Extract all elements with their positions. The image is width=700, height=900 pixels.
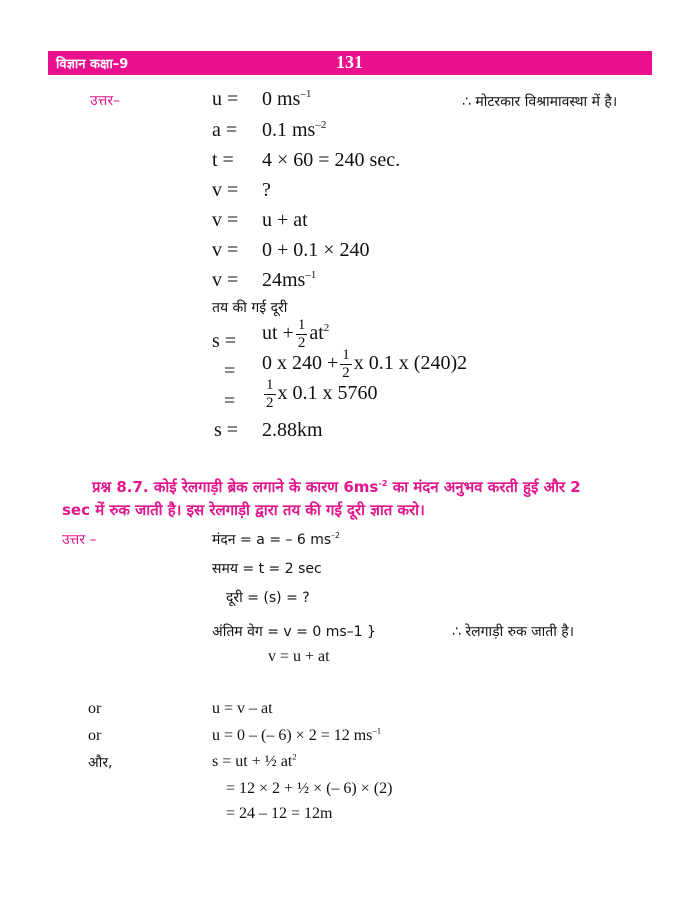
eq-sign: = bbox=[224, 360, 236, 382]
eq-row-lhs: u = bbox=[212, 88, 239, 110]
question-8-7-line2: sec में रुक जाती है। इस रेलगाड़ी द्वारा तय की गई दूरी ज्ञात करो। bbox=[62, 501, 425, 519]
antim-veg-line: अंतिम वेग = v = 0 ms–1 } bbox=[212, 624, 376, 640]
answer-label: उत्तर – bbox=[62, 532, 97, 548]
eq-row-lhs: t = bbox=[212, 149, 234, 171]
distance-heading: तय की गई दूरी bbox=[212, 300, 288, 316]
s-calc-line1: = 12 × 2 + ½ × (– 6) × (2) bbox=[226, 780, 393, 797]
mandan-line: मंदन = a = – 6 $ms^{-2}$ bbox=[212, 531, 340, 548]
u-value-line: u = 0 – (– 6) × 2 = 12 $ms^{-1}$ bbox=[212, 725, 382, 744]
eq-row-rhs: ? bbox=[262, 179, 271, 201]
answer2-note: ∴ रेलगाड़ी रुक जाती है। bbox=[452, 624, 575, 640]
u-eq-line: u = v – at bbox=[212, 700, 273, 717]
answer-note: ∴ मोटरकार विश्रामावस्था में है। bbox=[462, 94, 618, 110]
doori-line: दूरी = (s) = ? bbox=[226, 590, 310, 606]
s-step2: 0 x 240 + $\frac{1}{2}$ x 0.1 x (240)2 bbox=[262, 347, 468, 381]
eq-row-lhs: v = bbox=[212, 209, 239, 231]
eq-row-rhs: 4 × 60 = 240 sec. bbox=[262, 149, 401, 171]
aur-label: और, bbox=[88, 755, 113, 771]
s-lhs: s = bbox=[212, 330, 237, 352]
final-result: 2.88km bbox=[262, 419, 323, 441]
book-title: विज्ञान कक्षा–9 bbox=[56, 57, 129, 72]
s-calc-line2: = 24 – 12 = 12m bbox=[226, 805, 333, 822]
eq-row-lhs: v = bbox=[212, 239, 239, 261]
eq-row-rhs: 0 $ms^{-1}$ bbox=[262, 87, 312, 110]
page-number: 131 bbox=[336, 52, 363, 72]
eq-row-lhs: v = bbox=[212, 179, 239, 201]
or-label: or bbox=[88, 727, 102, 744]
final-lhs: s = bbox=[214, 419, 239, 441]
s-formula-2: s = ut + ½ $at^2$ bbox=[212, 751, 297, 770]
s-formula: ut + $\frac{1}{2}$ $at^2$ bbox=[262, 317, 330, 351]
eq-sign: = bbox=[224, 390, 236, 412]
eq-row-rhs: u + at bbox=[262, 209, 308, 231]
s-step3: $\frac{1}{2}$ x 0.1 x 5760 bbox=[266, 377, 378, 411]
question-8-7-line1: प्रश्न 8.7. कोई रेलगाड़ी ब्रेक लगाने के कारण $6ms^{-2}$ का मंदन अनुभव करती हुई और 2 bbox=[92, 477, 581, 496]
page-header-bar bbox=[48, 51, 652, 75]
eq-row-lhs: v = bbox=[212, 269, 239, 291]
samay-line: समय = t = 2 sec bbox=[212, 561, 322, 577]
eq-row-rhs: $24ms^{-1}$ bbox=[262, 268, 317, 291]
v-u-at-line: v = u + at bbox=[268, 648, 330, 665]
eq-row-lhs: a = bbox=[212, 119, 238, 141]
answer-label: उत्तर– bbox=[90, 93, 121, 109]
eq-row-rhs: 0 + 0.1 × 240 bbox=[262, 239, 370, 261]
or-label: or bbox=[88, 700, 102, 717]
fraction-half: $\frac{1}{2}$ bbox=[297, 317, 306, 351]
eq-row-rhs: 0.1 $ms^{-2}$ bbox=[262, 118, 327, 141]
